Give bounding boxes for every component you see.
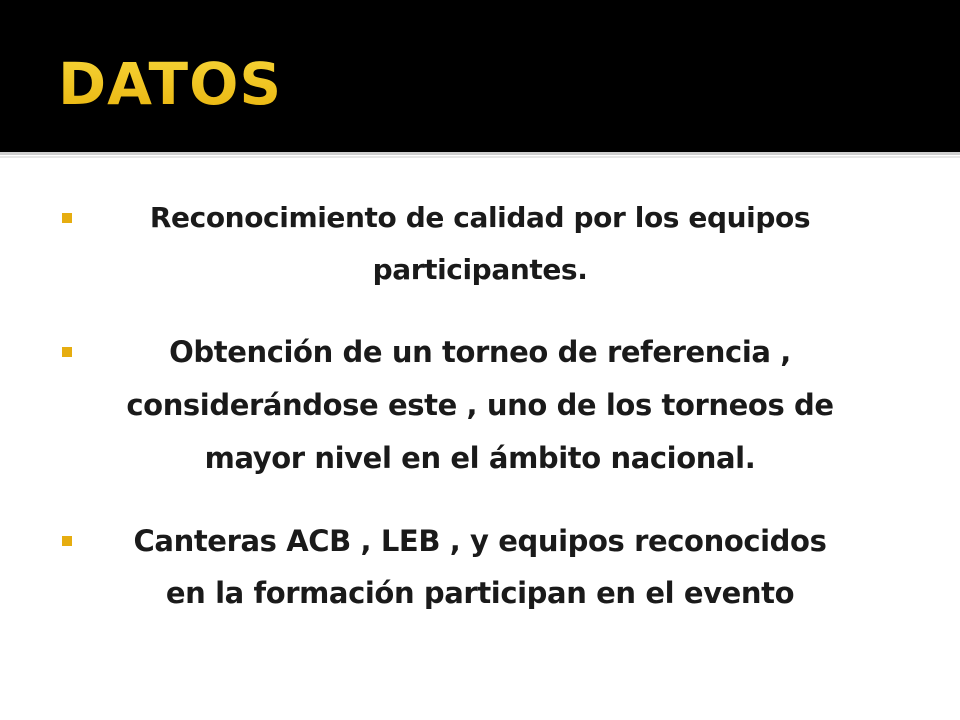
bullet-line: considerándose este , uno de los torneos de — [126, 388, 834, 422]
bullet-square-icon — [62, 536, 72, 546]
title-divider-secondary — [0, 156, 960, 158]
bullet-line: participantes. — [372, 253, 588, 286]
bullet-item — [60, 192, 900, 296]
bullet-line: en la formación participan en el evento — [165, 576, 795, 610]
bullet-line: Obtención de un torneo de referencia , — [169, 335, 791, 369]
bullet-line: mayor nivel en el ámbito nacional. — [204, 441, 756, 475]
title-bar — [0, 0, 960, 152]
bullet-item — [60, 326, 900, 485]
bullet-line: Canteras ACB , LEB , y equipos reconocidos — [133, 524, 827, 558]
bullet-item — [60, 515, 900, 619]
bullet-square-icon — [62, 213, 72, 223]
bullet-square-icon — [62, 347, 72, 357]
title-divider — [0, 152, 960, 155]
slide-title: DATOS — [58, 50, 283, 118]
bullet-list — [60, 192, 900, 619]
bullet-line: Reconocimiento de calidad por los equipos — [149, 201, 811, 234]
